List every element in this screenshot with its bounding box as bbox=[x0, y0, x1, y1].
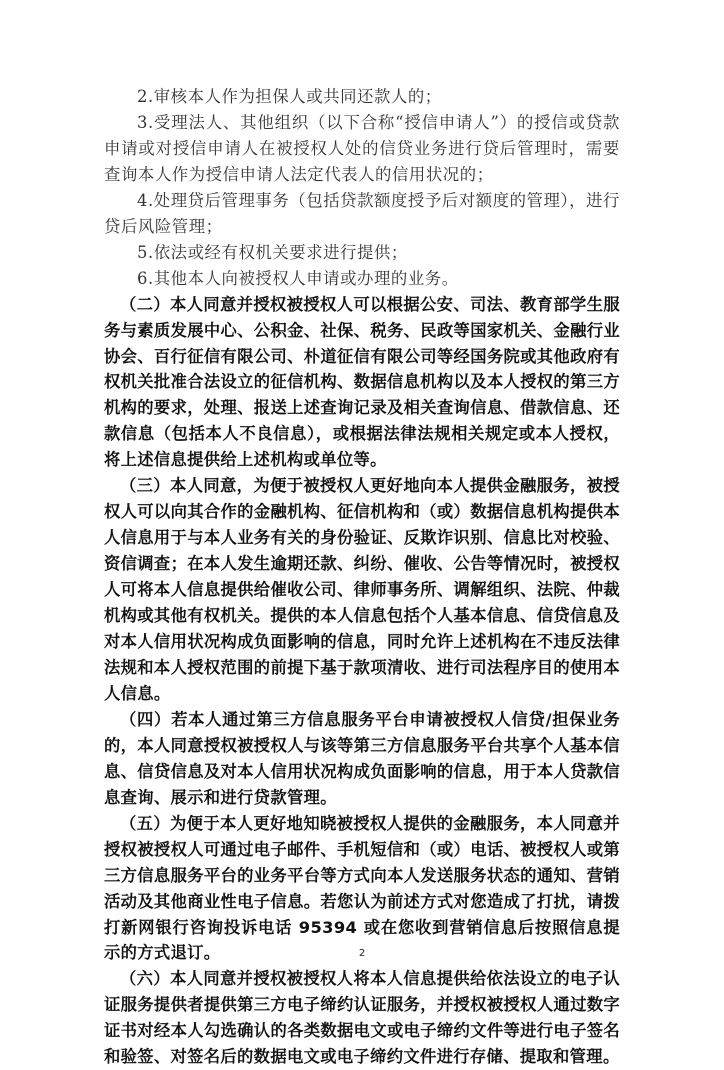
paragraph-item-2: 2.审核本人作为担保人或共同还款人的； bbox=[137, 87, 442, 106]
paragraph-item-3: 3.受理法人、其他组织（以下合称“授信申请人”）的授信或贷款申请或对授信申请人在被授权人处的信贷业务进行贷后管理时，需要查询本人作为授信申请人法定代表人的信用状况的； bbox=[104, 112, 620, 184]
paragraph-clause-2: （二）本人同意并授权被授权人可以根据公安、司法、教育部学生服务与素质发展中心、公积金、社保、税务、民政等国家机关、金融行业协会、百行征信有限公司、朴道征信有限公司等经国务院或其他政府有权机关批准合法设立的征信机构、数据信息机构以及本人授权的第三方机构的要求，处理、报送上述查询记录及相关查询信息、借款信息、还款信息（包括本人不良信息），或根据法律法规相关规定或本人授权，将上述信息提供给上述机构或单位等。 bbox=[104, 294, 620, 470]
paragraph-clause-6: （六）本人同意并授权被授权人将本人信息提供给依法设立的电子认证服务提供者提供第三方电子缔约认证服务，并授权被授权人通过数字证书对经本人勾选确认的各类数据电文或电子缔约文件等进行电子签名和验签、对签名后的数据电文或电子缔约文件进行存储、提取和管理。 bbox=[104, 969, 620, 1067]
paragraph-item-6: 6.其他本人向被授权人申请或办理的业务。 bbox=[137, 268, 459, 288]
paragraph-clause-4: （四）若本人通过第三方信息服务平台申请被授权人信贷/担保业务的，本人同意授权被授权人与该等第三方信息服务平台共享个人基本信息、信贷信息及对本人信用状况构成负面影响的信息，用于本人贷款信息查询、展示和进行贷款管理。 bbox=[104, 709, 620, 807]
paragraph-item-5: 5.依法或经有权机关要求进行提供； bbox=[137, 242, 408, 262]
paragraph-clause-3: （三）本人同意，为便于被授权人更好地向本人提供金融服务，被授权人可以向其合作的金融机构、征信机构和（或）数据信息机构提供本人信息用于与本人业务有关的身份验证、反欺诈识别、信息比对校验、资信调查；在本人发生逾期还款、纠纷、催收、公告等情况时，被授权人可将本人信息提供给催收公司、律师事务所、调解组织、法院、仲裁机构或其他有权机关。提供的本人信息包括个人基本信息、信贷信息及对本人信用状况构成负面影响的信息，同时允许上述机构在不违反法律法规和本人授权范围的前提下基于款项清收、进行司法程序目的使用本人信息。 bbox=[104, 476, 620, 703]
page-number: 2 bbox=[358, 948, 366, 959]
paragraph-item-4: 4.处理贷后管理事务（包括贷款额度授予后对额度的管理），进行贷后风险管理； bbox=[104, 190, 620, 236]
document-body bbox=[104, 84, 620, 1070]
paragraph-clause-5: （五）为便于本人更好地知晓被授权人提供的金融服务，本人同意并授权被授权人可通过电子邮件、手机短信和（或）电话、被授权人或第三方信息服务平台的业务平台等方式向本人发送服务状态的通知、营销活动及其他商业性电子信息。若您认为前述方式对您造成了打扰，请拨打新网银行咨询投诉电话 95394 或在您收到营销信息后按照信息提示的方式退订。 bbox=[104, 813, 620, 963]
